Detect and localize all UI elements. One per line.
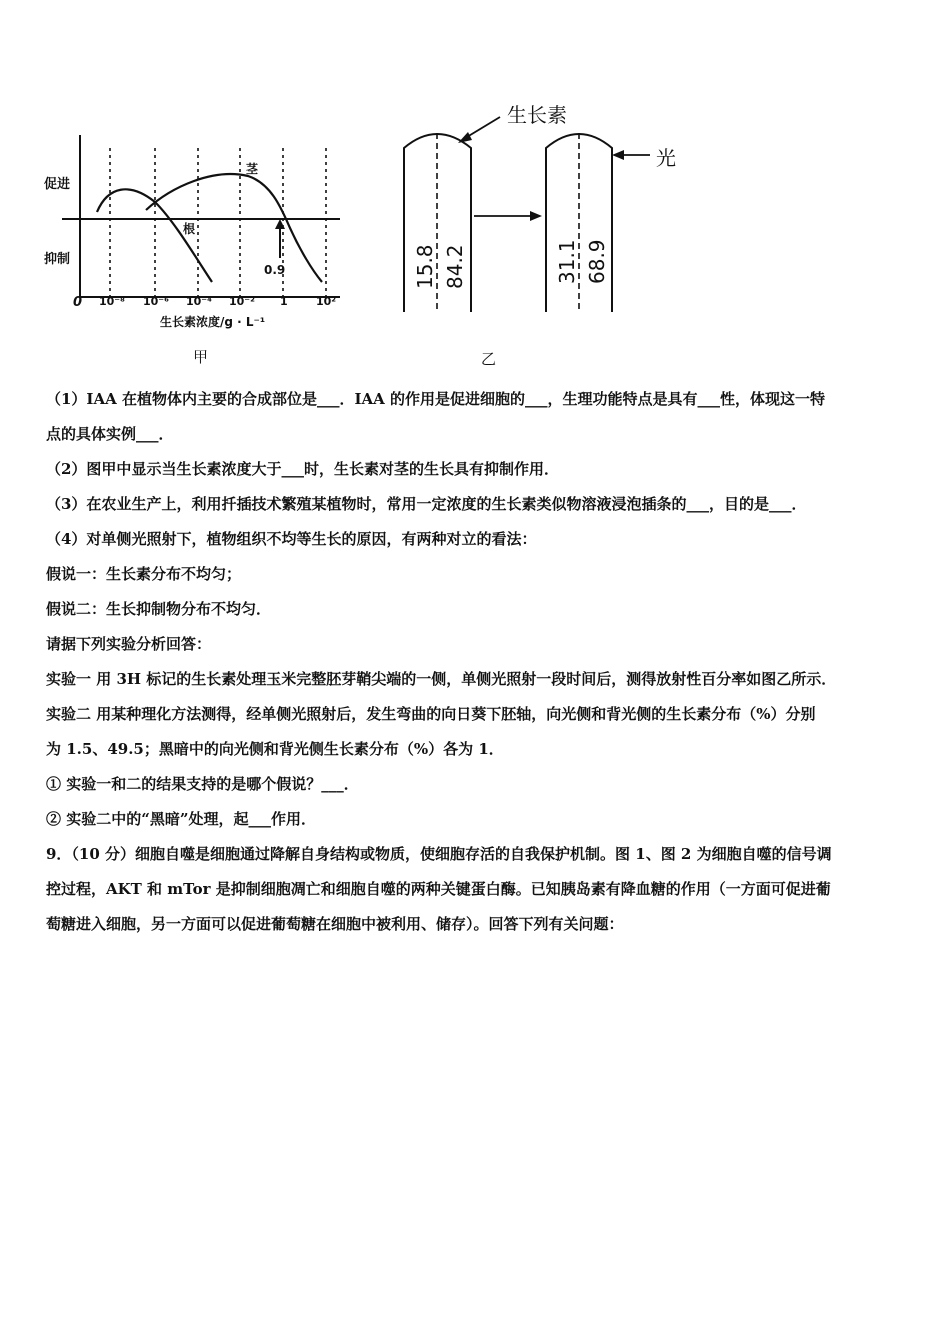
question-text: [46, 382, 908, 942]
text-line: 请据下列实验分析回答：: [46, 635, 212, 653]
x-tick-3: 10⁻⁴: [186, 295, 212, 308]
question-9-line: 9．（10 分）细胞自噬是细胞通过降解自身结构或物质，使细胞存活的自我保护机制。图 1、图 2 为细胞自噬的信号调: [46, 845, 832, 863]
caption-yi: 乙: [481, 350, 497, 368]
right-value-1: 31.1: [555, 239, 579, 284]
figure-area: [0, 0, 950, 380]
label-auxin: 生长素: [507, 103, 567, 127]
origin-label: 0: [73, 295, 83, 310]
left-value-2: 84.2: [443, 244, 467, 289]
question-9-line: 控过程，AKT 和 mTor 是抑制细胞凋亡和细胞自噬的两种关键蛋白酶。已知胰岛素有降血糖的作用（一方面可促进葡: [46, 880, 831, 898]
y-label-inhibit: 抑制: [44, 252, 71, 267]
x-tick-4: 10⁻²: [229, 295, 255, 308]
x-axis-label: 生长素浓度/g · L⁻¹: [160, 315, 266, 329]
text-line: （2）图甲中显示当生长素浓度大于___时，生长素对茎的生长具有抑制作用．: [46, 460, 559, 478]
text-line: 假说二：生长抑制物分布不均匀．: [46, 600, 272, 618]
x-tick-6: 10²: [316, 295, 337, 308]
text-line: 点的具体实例___．: [46, 425, 174, 443]
text-line: ① 实验一和二的结果支持的是哪个假说？___．: [46, 775, 359, 793]
text-line: （1）IAA 在植物体内主要的合成部位是___．IAA 的作用是促进细胞的___，生理功能特点是具有___性，体现这一特: [46, 390, 825, 408]
stem-label: 茎: [246, 162, 259, 176]
question-9-line: 萄糖进入细胞，另一方面可以促进葡萄糖在细胞中被利用、储存）。回答下列有关问题：: [46, 915, 624, 933]
figure-yi: [404, 103, 676, 368]
text-line: （3）在农业生产上，利用扦插技术繁殖某植物时，常用一定浓度的生长素类似物溶液浸泡插条的___，目的是___．: [46, 495, 807, 513]
left-value-1: 15.8: [413, 244, 437, 289]
figure-jia: [44, 135, 340, 366]
text-line: （4）对单侧光照射下，植物组织不均等生长的原因，有两种对立的看法：: [46, 530, 537, 548]
stem-curve: [146, 174, 322, 282]
x-tick-5: 1: [280, 295, 288, 308]
caption-jia: 甲: [193, 348, 209, 366]
text-line: 为 1.5、49.5；黑暗中的向光侧和背光侧生长素分布（%）各为 1．: [46, 740, 504, 758]
root-label: 根: [183, 222, 196, 236]
text-line: 假说一：生长素分布不均匀；: [46, 565, 242, 583]
label-light: 光: [656, 146, 676, 170]
text-line: 实验二 用某种理化方法测得，经单侧光照射后，发生弯曲的向日葵下胚轴，向光侧和背光侧的生长素分布（%）分别: [46, 705, 816, 723]
x-tick-2: 10⁻⁶: [143, 295, 169, 308]
text-line: 实验一 用 3H 标记的生长素处理玉米完整胚芽鞘尖端的一侧，单侧光照射一段时间后，测得放射性百分率如图乙所示．: [46, 670, 837, 688]
annotation-0.9: 0.9: [264, 263, 286, 277]
y-label-promote: 促进: [44, 177, 71, 192]
right-value-2: 68.9: [585, 239, 609, 284]
gridlines: [110, 148, 326, 296]
text-line: ② 实验二中的“黑暗”处理，起___作用．: [46, 810, 316, 828]
x-tick-1: 10⁻⁸: [99, 295, 125, 308]
